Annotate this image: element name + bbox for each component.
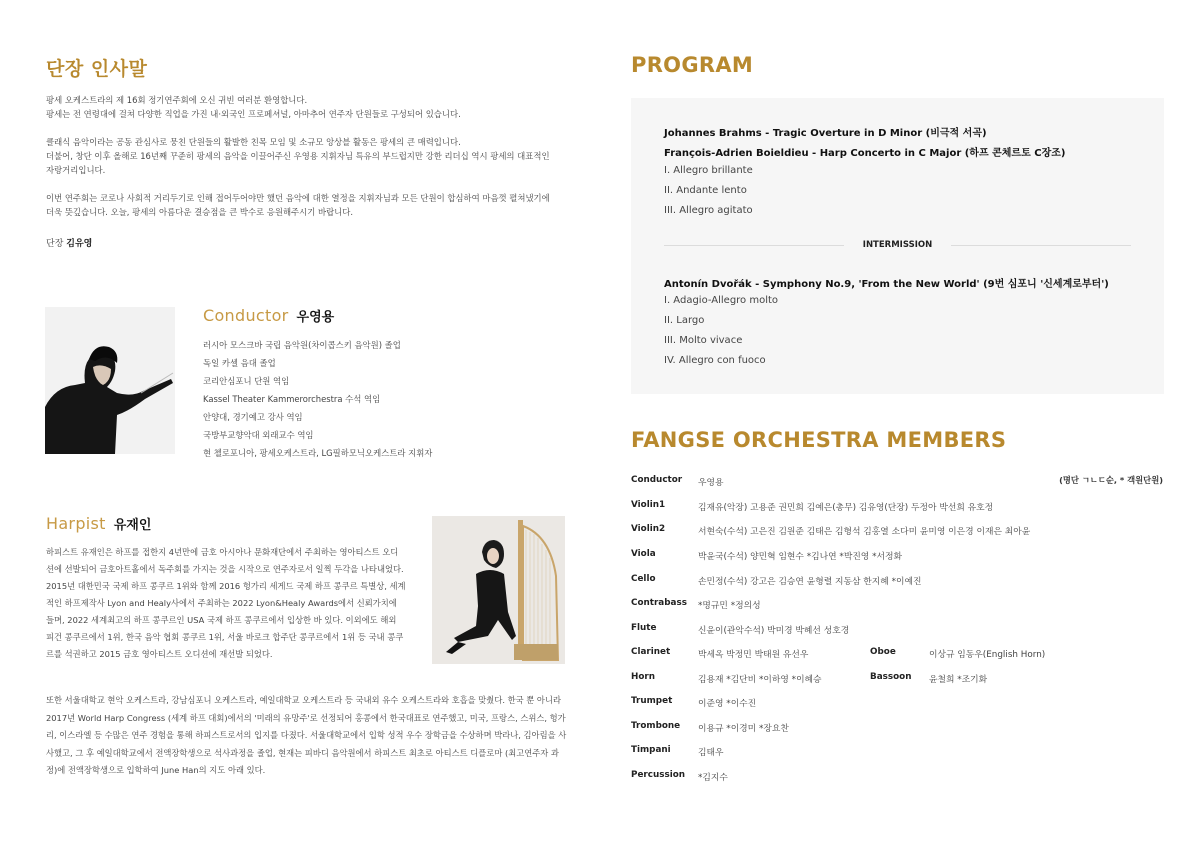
member-names: 이상규 임동우(English Horn) xyxy=(929,650,1046,660)
instrument-label: Trombone xyxy=(631,721,681,731)
program-movement: IV. Allegro con fuoco xyxy=(664,355,766,366)
conductor-heading xyxy=(203,306,334,325)
cv-item: 현 첼로포니아, 팡세오케스트라, LG필하모닉오케스트라 지휘자 xyxy=(203,448,433,458)
instrument-label: Bassoon xyxy=(870,672,912,682)
members-note: (명단 ㄱㄴㄷ순, * 객원단원) xyxy=(1059,475,1163,485)
program-movement: III. Molto vivace xyxy=(664,335,743,346)
program-movement: II. Largo xyxy=(664,315,705,326)
conductor-name: 우영용 xyxy=(296,310,335,325)
cv-item: 코리안심포니 단원 역임 xyxy=(203,376,290,386)
conductor-silhouette-image xyxy=(45,307,175,454)
members-title: FANGSE ORCHESTRA MEMBERS xyxy=(631,428,1007,452)
member-names: 김용재 *김단비 *이하영 *이혜승 xyxy=(698,675,822,685)
signature-role: 단장 xyxy=(46,239,64,249)
harpist-role: Harpist xyxy=(46,514,106,533)
member-names: 우영용 xyxy=(698,478,724,488)
member-names: 박윤국(수석) 양민혁 임현수 *김나연 *박진영 *서정화 xyxy=(698,552,902,562)
program-movement: III. Allegro agitato xyxy=(664,205,753,216)
member-names: 이준영 *이수진 xyxy=(698,699,757,709)
cv-item: Kassel Theater Kammerorchestra 수석 역임 xyxy=(203,394,381,404)
instrument-label: Percussion xyxy=(631,770,686,780)
member-names: 김재유(악장) 고용준 권민희 김예은(총무) 김유영(단장) 두정아 박선희 유호정 xyxy=(698,503,994,513)
program-piece: Johannes Brahms - Tragic Overture in D Minor (비극적 서곡) xyxy=(664,128,987,139)
harpist-photo xyxy=(432,516,565,664)
instrument-label: Clarinet xyxy=(631,647,671,657)
conductor-role: Conductor xyxy=(203,306,289,325)
greeting-body xyxy=(46,93,576,233)
cv-item: 러시아 모스크바 국립 음악원(차이콥스키 음악원) 졸업 xyxy=(203,340,401,350)
program-movement: II. Andante lento xyxy=(664,185,747,196)
harpist-bio-1: 하피스트 유재인은 하프를 접한지 4년만에 금호 아시아나 문화재단에서 주최하는 영아티스트 오디션에 선발되어 금호아트홀에서 독주회를 가지는 것을 시작으로 연주자로서 일찍 두각을 나타내었다. 2015년 대한민국 국제 하프 콩쿠르 1위와 함께 2016 헝가리 세게드 국제 하프 콩쿠르 특별상, 세계적인 하프제작사 Lyon and Healy사에서 주최하는 2022 Lyon&Healy Awards에서 신뢰가치에 들며, 2022 세계최고의 하프 콩쿠르인 USA 국제 하프 콩쿠르에서 입상한 바 있다. 이외에도 해외 피건 콩쿠르에서 1위, 한국 음악 협회 콩쿠르 1위, 서울 바로크 합주단 콩쿠르에서 1위 등 국내 콩쿠르를 석권하고 2015 금호 영아티스트 오디션에 재선발 되었다. xyxy=(46,547,406,659)
program-movement: I. Adagio-Allegro molto xyxy=(664,295,779,306)
member-names: 박세옥 박정민 박태원 유선우 xyxy=(698,650,809,660)
harpist-name: 유재인 xyxy=(113,518,152,533)
greeting-paragraph: 클래식 음악이라는 공동 관심사로 뭉친 단원들의 활발한 친목 모임 및 소규모 앙상블 활동은 팡세의 큰 매력입니다. 더불어, 창단 이후 올해로 16년째 꾸준히 팡세의 음악을 이끌어주신 우영용 지휘자님 특유의 부드럽지만 강한 리더십 역시 팡세의 대표적인 자랑거리입니다. xyxy=(46,137,550,175)
instrument-label: Timpani xyxy=(631,745,671,755)
member-names: 신윤이(관악수석) 박미경 박혜선 성호경 xyxy=(698,626,850,636)
harpist-heading xyxy=(46,514,151,533)
instrument-label: Violin2 xyxy=(631,524,666,534)
greeting-title: 단장 인사말 xyxy=(46,58,148,80)
member-names: 서현숙(수석) 고은진 김원준 김태은 김형석 김홍열 소다미 윤미영 이은경 이재은 최아윤 xyxy=(698,527,1031,537)
harpist-image xyxy=(432,516,565,664)
program-movement: I. Allegro brillante xyxy=(664,165,753,176)
member-names: 손민정(수석) 강고은 김승연 윤형렬 지동삼 한지혜 *이예진 xyxy=(698,577,922,587)
instrument-label: Flute xyxy=(631,623,657,633)
greeting-paragraph: 이번 연주회는 코로나 사회적 거리두기로 인해 접어두어야만 했던 음악에 대한 열정을 지휘자님과 모든 단원이 합심하여 마음껏 펼쳐냈기에 더욱 뜻깊습니다. 오늘, 팡세의 아름다운 결승점을 큰 박수로 응원해주시기 바랍니다. xyxy=(46,193,550,217)
cv-item: 국방부교향악대 외래교수 역임 xyxy=(203,430,314,440)
divider-line xyxy=(951,245,1131,246)
member-names: *명규민 *정의성 xyxy=(698,601,761,611)
instrument-label: Oboe xyxy=(870,647,896,657)
greeting-paragraph: 팡세 오케스트라의 제 16회 정기연주회에 오신 귀빈 여러분 환영합니다. 팡세는 전 연령대에 걸쳐 다양한 직업을 가진 내·외국인 프로페셔널, 아마추어 연주자 단원들로 구성되어 있습니다. xyxy=(46,95,461,119)
program-piece: Antonín Dvořák - Symphony No.9, 'From the New World' (9번 심포니 '신세계로부터') xyxy=(664,279,1109,290)
conductor-photo xyxy=(45,307,175,454)
signature-name: 김유영 xyxy=(66,239,93,249)
instrument-label: Violin1 xyxy=(631,500,666,510)
instrument-label: Conductor xyxy=(631,475,683,485)
instrument-label: Horn xyxy=(631,672,656,682)
harpist-bio-2: 또한 서울대학교 현악 오케스트라, 강남심포니 오케스트라, 예일대학교 오케스트라 등 국내외 유수 오케스트라와 호흡을 맞췄다. 한국 뿐 아니라 2017년 World Harp Congress (세계 하프 대회)에서의 '미래의 유망주'로 선정되어 홍콩에서 한국대표로 연주했고, 미국, 프랑스, 스위스, 헝가리, 이스라엘 등 수많은 연주 경험을 통해 하피스트로서의 입지를 다졌다. 서울대학교에서 입학 성적 우수 장학금을 수상하며 박라나, 김아림을 사사했고, 그 후 예일대학교에서 전액장학생으로 석사과정을 졸업, 현재는 피바디 음악원에서 하피스트 최초로 아티스트 디플로마 (최고연주자 과정)에 전액장학생으로 입학하여 June Han의 지도 아래 있다. xyxy=(46,695,567,775)
member-names: 김태우 xyxy=(698,748,724,758)
instrument-label: Cello xyxy=(631,574,656,584)
program-piece: François-Adrien Boieldieu - Harp Concerto in C Major (하프 콘체르토 C장조) xyxy=(664,148,1066,159)
cv-item: 안양대, 경기예고 강사 역임 xyxy=(203,412,303,422)
instrument-label: Contrabass xyxy=(631,598,687,608)
instrument-label: Viola xyxy=(631,549,656,559)
intermission-divider xyxy=(664,240,1131,252)
instrument-label: Trumpet xyxy=(631,696,673,706)
member-names: 이용규 *이경미 *장요찬 xyxy=(698,724,789,734)
intermission-label: INTERMISSION xyxy=(862,240,933,250)
program-title: PROGRAM xyxy=(631,53,754,77)
greeting-signature xyxy=(46,236,92,249)
conductor-cv-list xyxy=(203,336,432,462)
member-names: 윤철희 *조기화 xyxy=(929,675,988,685)
member-names: *김지수 xyxy=(698,773,728,783)
cv-item: 독일 카셀 음대 졸업 xyxy=(203,358,276,368)
